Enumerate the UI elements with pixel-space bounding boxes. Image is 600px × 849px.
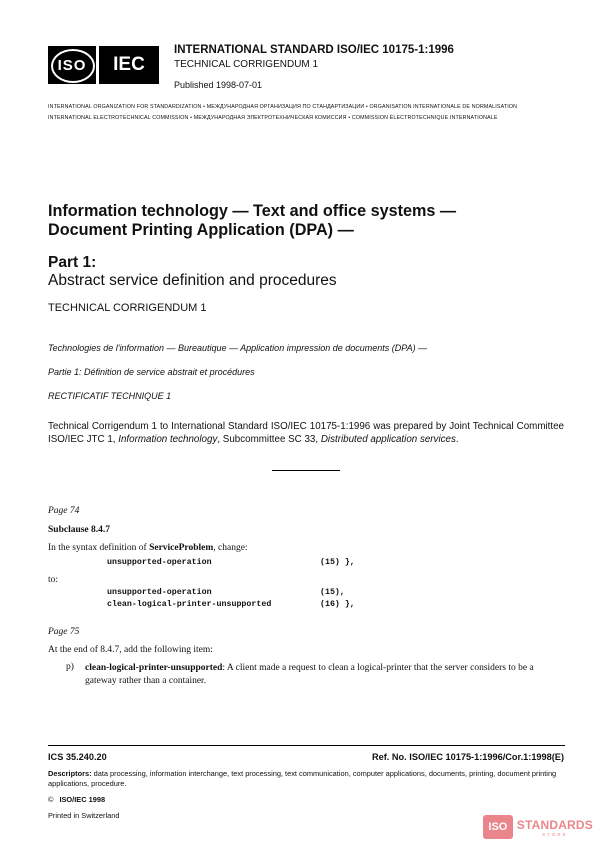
standard-corrigendum: TECHNICAL CORRIGENDUM 1: [174, 59, 319, 70]
list-item-marker: p): [66, 662, 74, 672]
intro-paragraph: Technical Corrigendum 1 to International Standard ISO/IEC 10175-1:1996 was prepared by Joint Technical Committee ISO/IEC JTC 1, Information technology, Subcommittee SC 33, Distributed application services.: [48, 421, 564, 445]
part-label: Part 1:: [48, 254, 97, 271]
code-line-1-value: (15) },: [320, 558, 355, 567]
document-title-line-2: Document Printing Application (DPA) —: [48, 221, 354, 239]
divider: [272, 470, 340, 471]
footer-rule: [48, 745, 565, 746]
organizations-line-2: INTERNATIONAL ELECTROTECHNICAL COMMISSION • МЕЖДУНАРОДНАЯ ЭЛЕКТРОТЕХНИЧЕСКАЯ КОМИССИЯ • COMMISSION ÉLECTROTECHNIQUE INTERNATIONALE: [48, 115, 498, 121]
end-of-instruction: At the end of 8.4.7, add the following item:: [48, 645, 213, 655]
list-item: clean-logical-printer-unsupported: A client made a request to clean a logical-printer that the server considers to be a gateway rather than a container.: [85, 663, 534, 686]
to-label: to:: [48, 575, 59, 585]
code-line-2-value: (15),: [320, 588, 345, 597]
french-title-line-2: Partie 1: Définition de service abstrait et procédures: [48, 367, 255, 377]
ics-code: ICS 35.240.20: [48, 752, 107, 762]
french-title-line-1: Technologies de l'information — Bureautique — Application impression de documents (DPA) —: [48, 343, 428, 353]
syntax-instruction: In the syntax definition of ServiceProblem, change:: [48, 543, 248, 553]
store-iso-icon: ISO: [483, 815, 513, 839]
technical-corrigendum-heading: TECHNICAL CORRIGENDUM 1: [48, 302, 207, 314]
iec-logo: IEC: [99, 46, 159, 84]
page-reference-75: Page 75: [48, 627, 80, 637]
organizations-line-1: INTERNATIONAL ORGANIZATION FOR STANDARDIZATION • МЕЖДУНАРОДНАЯ ОРГАНИЗАЦИЯ ПО СТАНДАРТИЗАЦИИ • ORGANISATION INTERNATIONALE DE NORMALISATION: [48, 104, 518, 110]
standard-title: INTERNATIONAL STANDARD ISO/IEC 10175-1:1996: [174, 44, 454, 56]
code-line-3-value: (16) },: [320, 600, 355, 609]
copyright: © ISO/IEC 1998: [48, 795, 106, 804]
code-line-3-name: clean-logical-printer-unsupported: [107, 600, 272, 609]
document-title-line-1: Information technology — Text and office systems —: [48, 202, 457, 220]
iso-iec-logo: [48, 46, 162, 84]
descriptors: Descriptors: data processing, information interchange, text processing, text communication, computer applications, documents, printing, document printing applications, procedure.: [48, 769, 557, 788]
part-title: Abstract service definition and procedures: [48, 272, 337, 289]
iso-logo: ISO: [48, 46, 96, 84]
french-corrigendum: RECTIFICATIF TECHNIQUE 1: [48, 391, 172, 401]
subclause-heading: Subclause 8.4.7: [48, 525, 111, 535]
published-date: Published 1998-07-01: [174, 80, 263, 90]
iso-standards-store-watermark: ISO STANDARDS STORE: [483, 810, 593, 844]
reference-number: Ref. No. ISO/IEC 10175-1:1996/Cor.1:1998(E): [372, 752, 564, 762]
page-reference-74: Page 74: [48, 506, 80, 516]
code-line-2-name: unsupported-operation: [107, 588, 212, 597]
printed-location: Printed in Switzerland: [48, 811, 120, 820]
copyright-icon: ©: [48, 795, 54, 804]
code-line-1-name: unsupported-operation: [107, 558, 212, 567]
